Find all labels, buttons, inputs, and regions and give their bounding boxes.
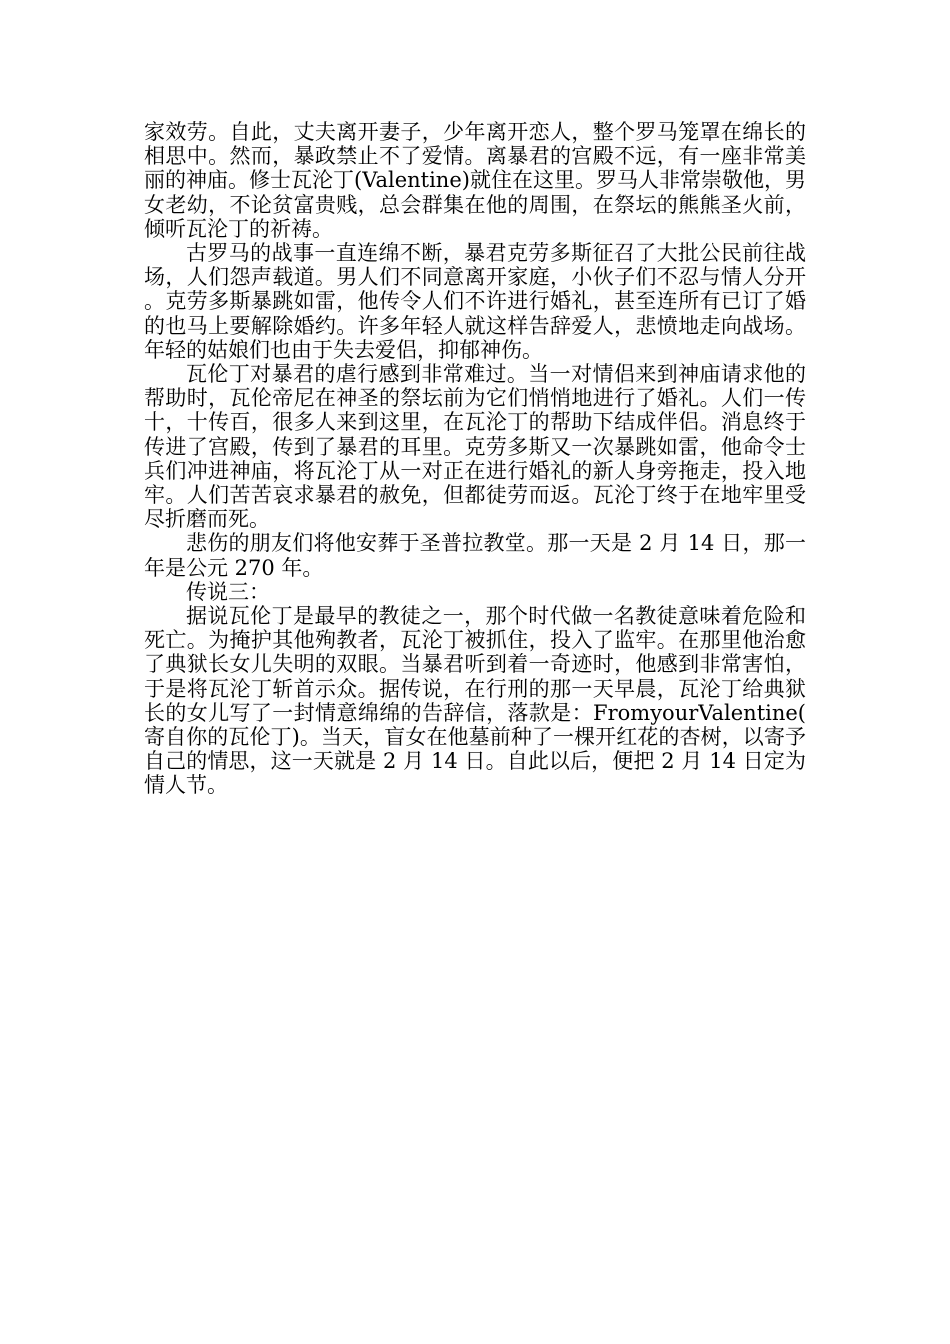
paragraph-6: 据说瓦伦丁是最早的教徒之一，那个时代做一名教徒意味着危险和死亡。为掩护其他殉教者，瓦沦丁被抓住，投入了监牢。在那里他治愈了典狱长女儿失明的双眼。当暴君听到着一奇迹时，他感到非常害怕，于是将瓦沦丁斩首示众。据传说，在行刑的那一天早晨，瓦沦丁给典狱长的女儿写了一封情意绵绵的告辞信，落款是：FromyourValentine(寄自你的瓦伦丁)。当天，盲女在他墓前种了一棵开红花的杏树，以寄予自己的情思，这一天就是 2 月 14 日。自此以后，便把 2 月 14 日定为情人节。 bbox=[144, 604, 806, 798]
paragraph-4: 悲伤的朋友们将他安葬于圣普拉教堂。那一天是 2 月 14 日，那一年是公元 270 年。 bbox=[144, 531, 806, 580]
paragraph-2: 古罗马的战事一直连绵不断，暴君克劳多斯征召了大批公民前往战场，人们怨声载道。男人们不同意离开家庭，小伙子们不忍与情人分开。克劳多斯暴跳如雷，他传令人们不许进行婚礼，甚至连所有已订了婚的也马上要解除婚约。许多年轻人就这样告辞爱人，悲愤地走向战场。年轻的姑娘们也由于失去爱侣，抑郁神伤。 bbox=[144, 241, 806, 362]
section-heading-legend-three: 传说三： bbox=[186, 579, 270, 604]
paragraph-3: 瓦伦丁对暴君的虐行感到非常难过。当一对情侣来到神庙请求他的帮助时，瓦伦帝尼在神圣的祭坛前为它们悄悄地进行了婚礼。人们一传十，十传百，很多人来到这里，在瓦沦丁的帮助下结成伴侣。消息终于传进了宫殿，传到了暴君的耳里。克劳多斯又一次暴跳如雷，他命令士兵们冲进神庙，将瓦沦丁从一对正在进行婚礼的新人身旁拖走，投入地牢。人们苦苦哀求暴君的赦免，但都徒劳而返。瓦沦丁终于在地牢里受尽折磨而死。 bbox=[144, 362, 806, 532]
document-body bbox=[144, 120, 806, 798]
paragraph-1: 家效劳。自此，丈夫离开妻子，少年离开恋人，整个罗马笼罩在绵长的相思中。然而，暴政禁止不了爱情。离暴君的宫殿不远，有一座非常美丽的神庙。修士瓦沦丁(Valentine)就住在这里。罗马人非常崇敬他，男女老幼，不论贫富贵贱，总会群集在他的周围，在祭坛的熊熊圣火前，倾听瓦沦丁的祈祷。 bbox=[144, 120, 806, 241]
